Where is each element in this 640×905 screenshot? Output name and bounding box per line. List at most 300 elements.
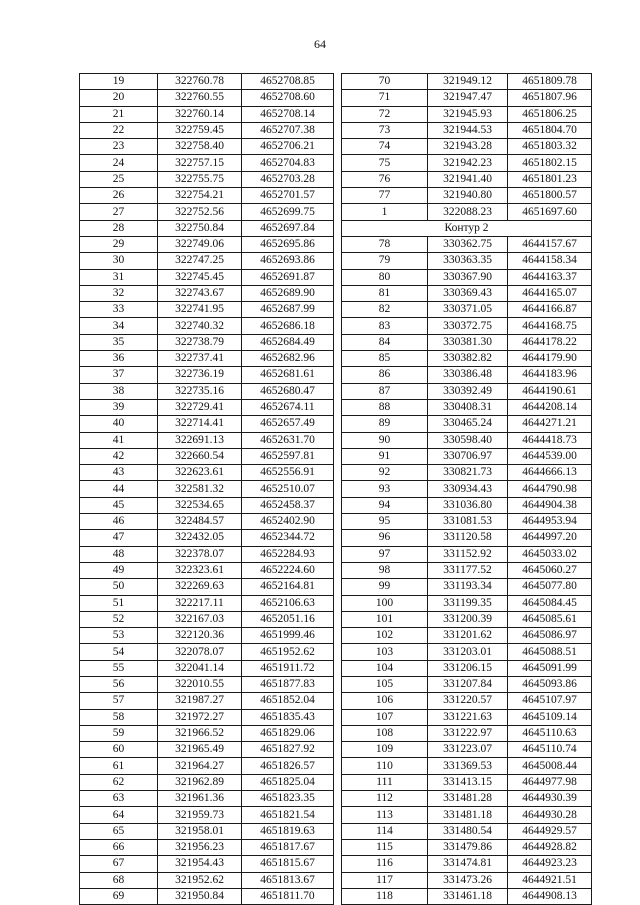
page-number: 64 — [314, 37, 326, 51]
x-coordinate-cell: 322534.65 — [158, 497, 242, 513]
y-coordinate-cell: 4651952.62 — [242, 644, 334, 660]
table-row — [342, 106, 592, 122]
y-coordinate-cell: 4652051.16 — [242, 611, 334, 627]
y-coordinate-cell: 4644790.98 — [508, 481, 592, 497]
x-coordinate-cell: 322041.14 — [158, 660, 242, 676]
y-coordinate-cell: 4652680.47 — [242, 383, 334, 399]
x-coordinate-cell: 321959.73 — [158, 807, 242, 823]
x-coordinate-cell: 321947.47 — [428, 90, 508, 106]
y-coordinate-cell: 4644997.20 — [508, 530, 592, 546]
y-coordinate-cell: 4645084.45 — [508, 595, 592, 611]
point-number-cell: 29 — [80, 236, 158, 252]
y-coordinate-cell: 4645110.74 — [508, 742, 592, 758]
point-number-cell: 107 — [342, 709, 428, 725]
x-coordinate-cell: 322754.21 — [158, 188, 242, 204]
x-coordinate-cell: 321943.28 — [428, 139, 508, 155]
point-number-cell: 57 — [80, 693, 158, 709]
x-coordinate-cell: 331223.07 — [428, 742, 508, 758]
y-coordinate-cell: 4651804.70 — [508, 122, 592, 138]
table-row — [80, 807, 334, 823]
x-coordinate-cell: 330372.75 — [428, 318, 508, 334]
table-row — [342, 122, 592, 138]
y-coordinate-cell: 4644271.21 — [508, 416, 592, 432]
y-coordinate-cell: 4644183.96 — [508, 367, 592, 383]
table-row — [80, 856, 334, 872]
point-number-cell: 112 — [342, 791, 428, 807]
table-row — [342, 236, 592, 252]
table-row — [342, 676, 592, 692]
x-coordinate-cell: 322378.07 — [158, 546, 242, 562]
table-row — [342, 416, 592, 432]
x-coordinate-cell: 322432.05 — [158, 530, 242, 546]
x-coordinate-cell: 321956.23 — [158, 839, 242, 855]
x-coordinate-cell: 322737.41 — [158, 351, 242, 367]
table-row — [342, 562, 592, 578]
point-number-cell: 32 — [80, 285, 158, 301]
y-coordinate-cell: 4652510.07 — [242, 481, 334, 497]
point-number-cell: 53 — [80, 628, 158, 644]
y-coordinate-cell: 4651826.57 — [242, 758, 334, 774]
x-coordinate-cell: 330706.97 — [428, 448, 508, 464]
table-row — [80, 644, 334, 660]
x-coordinate-cell: 331221.63 — [428, 709, 508, 725]
y-coordinate-cell: 4644157.67 — [508, 236, 592, 252]
point-number-cell: 98 — [342, 562, 428, 578]
x-coordinate-cell: 330369.43 — [428, 285, 508, 301]
table-row — [342, 839, 592, 855]
table-row — [80, 334, 334, 350]
x-coordinate-cell: 322757.15 — [158, 155, 242, 171]
point-number-cell: 71 — [342, 90, 428, 106]
x-coordinate-cell: 321961.36 — [158, 791, 242, 807]
y-coordinate-cell: 4651827.92 — [242, 742, 334, 758]
point-number-cell: 41 — [80, 432, 158, 448]
x-coordinate-cell: 321945.93 — [428, 106, 508, 122]
point-number-cell: 55 — [80, 660, 158, 676]
x-coordinate-cell: 322760.14 — [158, 106, 242, 122]
x-coordinate-cell: 322736.19 — [158, 367, 242, 383]
table-row — [80, 628, 334, 644]
x-coordinate-cell: 322760.55 — [158, 90, 242, 106]
point-number-cell: 24 — [80, 155, 158, 171]
x-coordinate-cell: 322581.32 — [158, 481, 242, 497]
table-row — [342, 188, 592, 204]
x-coordinate-cell: 322740.32 — [158, 318, 242, 334]
point-number-cell: 94 — [342, 497, 428, 513]
x-coordinate-cell: 331200.39 — [428, 611, 508, 627]
point-number-cell: 42 — [80, 448, 158, 464]
table-row — [342, 725, 592, 741]
point-number-cell: 115 — [342, 839, 428, 855]
y-coordinate-cell: 4651911.72 — [242, 660, 334, 676]
y-coordinate-cell: 4644930.28 — [508, 807, 592, 823]
table-row — [342, 644, 592, 660]
x-coordinate-cell: 330381.30 — [428, 334, 508, 350]
y-coordinate-cell: 4652106.63 — [242, 595, 334, 611]
table-row — [80, 839, 334, 855]
y-coordinate-cell: 4651823.35 — [242, 791, 334, 807]
point-number-cell: 46 — [80, 514, 158, 530]
point-number-cell: 95 — [342, 514, 428, 530]
x-coordinate-cell: 330821.73 — [428, 465, 508, 481]
point-number-cell: 37 — [80, 367, 158, 383]
x-coordinate-cell: 321952.62 — [158, 872, 242, 888]
y-coordinate-cell: 4652686.18 — [242, 318, 334, 334]
x-coordinate-cell: 330363.35 — [428, 253, 508, 269]
y-coordinate-cell: 4651803.32 — [508, 139, 592, 155]
x-coordinate-cell: 321950.84 — [158, 888, 242, 904]
x-coordinate-cell: 322741.95 — [158, 302, 242, 318]
x-coordinate-cell: 321964.27 — [158, 758, 242, 774]
table-row — [80, 74, 334, 90]
x-coordinate-cell: 322749.06 — [158, 236, 242, 252]
x-coordinate-cell: 331206.15 — [428, 660, 508, 676]
table-row — [342, 285, 592, 301]
point-number-cell: 59 — [80, 725, 158, 741]
x-coordinate-cell: 321944.53 — [428, 122, 508, 138]
x-coordinate-cell: 331199.35 — [428, 595, 508, 611]
x-coordinate-cell: 331177.52 — [428, 562, 508, 578]
point-number-cell: 52 — [80, 611, 158, 627]
x-coordinate-cell: 322120.36 — [158, 628, 242, 644]
point-number-cell: 48 — [80, 546, 158, 562]
x-coordinate-cell: 322269.63 — [158, 579, 242, 595]
point-number-cell: 43 — [80, 465, 158, 481]
table-row — [342, 579, 592, 595]
x-coordinate-cell: 321972.27 — [158, 709, 242, 725]
table-row — [80, 872, 334, 888]
table-row — [342, 383, 592, 399]
x-coordinate-cell: 322743.67 — [158, 285, 242, 301]
y-coordinate-cell: 4651999.46 — [242, 628, 334, 644]
y-coordinate-cell: 4652697.84 — [242, 220, 334, 236]
y-coordinate-cell: 4652703.28 — [242, 171, 334, 187]
x-coordinate-cell: 330382.82 — [428, 351, 508, 367]
table-row — [342, 546, 592, 562]
x-coordinate-cell: 331036.80 — [428, 497, 508, 513]
y-coordinate-cell: 4644158.34 — [508, 253, 592, 269]
point-number-cell: 109 — [342, 742, 428, 758]
table-row — [80, 90, 334, 106]
table-row — [342, 90, 592, 106]
y-coordinate-cell: 4652691.87 — [242, 269, 334, 285]
point-number-cell: 84 — [342, 334, 428, 350]
point-number-cell: 28 — [80, 220, 158, 236]
table-row — [342, 269, 592, 285]
y-coordinate-cell: 4645109.14 — [508, 709, 592, 725]
point-number-cell: 31 — [80, 269, 158, 285]
point-number-cell: 82 — [342, 302, 428, 318]
table-row — [80, 399, 334, 415]
y-coordinate-cell: 4652164.81 — [242, 579, 334, 595]
y-coordinate-cell: 4652708.60 — [242, 90, 334, 106]
point-number-cell: 26 — [80, 188, 158, 204]
y-coordinate-cell: 4644977.98 — [508, 774, 592, 790]
point-number-cell: 60 — [80, 742, 158, 758]
table-row — [80, 253, 334, 269]
table-row — [80, 220, 334, 236]
point-number-cell: 110 — [342, 758, 428, 774]
x-coordinate-cell: 321987.27 — [158, 693, 242, 709]
y-coordinate-cell: 4652402.90 — [242, 514, 334, 530]
x-coordinate-cell: 330386.48 — [428, 367, 508, 383]
table-row — [80, 139, 334, 155]
table-row — [342, 791, 592, 807]
x-coordinate-cell: 322752.56 — [158, 204, 242, 220]
point-number-cell: 97 — [342, 546, 428, 562]
x-coordinate-cell: 322735.16 — [158, 383, 242, 399]
table-row — [342, 318, 592, 334]
point-number-cell: 90 — [342, 432, 428, 448]
x-coordinate-cell: 322759.45 — [158, 122, 242, 138]
y-coordinate-cell: 4652699.75 — [242, 204, 334, 220]
table-row — [342, 709, 592, 725]
y-coordinate-cell: 4645110.63 — [508, 725, 592, 741]
y-coordinate-cell: 4645091.99 — [508, 660, 592, 676]
y-coordinate-cell: 4644178.22 — [508, 334, 592, 350]
x-coordinate-cell: 322714.41 — [158, 416, 242, 432]
table-row — [80, 432, 334, 448]
y-coordinate-cell: 4645107.97 — [508, 693, 592, 709]
point-number-cell: 104 — [342, 660, 428, 676]
table-row — [80, 367, 334, 383]
point-number-cell: 50 — [80, 579, 158, 595]
x-coordinate-cell: 331193.34 — [428, 579, 508, 595]
y-coordinate-cell: 4652695.86 — [242, 236, 334, 252]
x-coordinate-cell: 322217.11 — [158, 595, 242, 611]
x-coordinate-cell: 322078.07 — [158, 644, 242, 660]
table-row — [80, 481, 334, 497]
table-row — [342, 432, 592, 448]
table-row — [342, 514, 592, 530]
point-number-cell: 105 — [342, 676, 428, 692]
x-coordinate-cell: 331461.18 — [428, 888, 508, 904]
point-number-cell: 111 — [342, 774, 428, 790]
y-coordinate-cell: 4645033.02 — [508, 546, 592, 562]
point-number-cell: 67 — [80, 856, 158, 872]
point-number-cell: 34 — [80, 318, 158, 334]
y-coordinate-cell: 4652708.14 — [242, 106, 334, 122]
table-row — [80, 660, 334, 676]
table-row — [342, 872, 592, 888]
x-coordinate-cell: 331081.53 — [428, 514, 508, 530]
y-coordinate-cell: 4645088.51 — [508, 644, 592, 660]
y-coordinate-cell: 4651815.67 — [242, 856, 334, 872]
table-row — [342, 448, 592, 464]
table-row — [342, 660, 592, 676]
point-number-cell: 49 — [80, 562, 158, 578]
point-number-cell: 56 — [80, 676, 158, 692]
y-coordinate-cell: 4651817.67 — [242, 839, 334, 855]
table-row — [342, 481, 592, 497]
table-row — [80, 676, 334, 692]
x-coordinate-cell: 330598.40 — [428, 432, 508, 448]
y-coordinate-cell: 4644190.61 — [508, 383, 592, 399]
x-coordinate-cell: 331481.28 — [428, 791, 508, 807]
x-coordinate-cell: 322167.03 — [158, 611, 242, 627]
point-number-cell: 44 — [80, 481, 158, 497]
x-coordinate-cell: 331481.18 — [428, 807, 508, 823]
table-row — [342, 774, 592, 790]
y-coordinate-cell: 4644168.75 — [508, 318, 592, 334]
table-row — [80, 302, 334, 318]
point-number-cell: 88 — [342, 399, 428, 415]
y-coordinate-cell: 4644908.13 — [508, 888, 592, 904]
coordinates-table-right — [341, 73, 592, 905]
y-coordinate-cell: 4652284.93 — [242, 546, 334, 562]
point-number-cell: 80 — [342, 269, 428, 285]
table-row — [80, 709, 334, 725]
point-number-cell: 83 — [342, 318, 428, 334]
y-coordinate-cell: 4652674.11 — [242, 399, 334, 415]
point-number-cell: 96 — [342, 530, 428, 546]
point-number-cell: 64 — [80, 807, 158, 823]
section-row — [342, 220, 592, 236]
y-coordinate-cell: 4652556.91 — [242, 465, 334, 481]
y-coordinate-cell: 4652708.85 — [242, 74, 334, 90]
x-coordinate-cell: 331207.84 — [428, 676, 508, 692]
y-coordinate-cell: 4652704.83 — [242, 155, 334, 171]
point-number-cell: 45 — [80, 497, 158, 513]
x-coordinate-cell: 321962.89 — [158, 774, 242, 790]
table-row — [80, 693, 334, 709]
x-coordinate-cell: 321954.43 — [158, 856, 242, 872]
y-coordinate-cell: 4651809.78 — [508, 74, 592, 90]
x-coordinate-cell: 331222.97 — [428, 725, 508, 741]
table-row — [342, 856, 592, 872]
point-number-cell: 117 — [342, 872, 428, 888]
point-number-cell: 47 — [80, 530, 158, 546]
x-coordinate-cell: 322758.40 — [158, 139, 242, 155]
point-number-cell: 78 — [342, 236, 428, 252]
y-coordinate-cell: 4651835.43 — [242, 709, 334, 725]
y-coordinate-cell: 4652684.49 — [242, 334, 334, 350]
y-coordinate-cell: 4644539.00 — [508, 448, 592, 464]
point-number-cell: 100 — [342, 595, 428, 611]
table-row — [80, 742, 334, 758]
point-number-cell: 113 — [342, 807, 428, 823]
y-coordinate-cell: 4651821.54 — [242, 807, 334, 823]
y-coordinate-cell: 4651807.96 — [508, 90, 592, 106]
table-row — [342, 693, 592, 709]
y-coordinate-cell: 4651806.25 — [508, 106, 592, 122]
y-coordinate-cell: 4652682.96 — [242, 351, 334, 367]
table-row — [80, 351, 334, 367]
point-number-cell: 116 — [342, 856, 428, 872]
table-row — [342, 497, 592, 513]
x-coordinate-cell: 331474.81 — [428, 856, 508, 872]
point-number-cell: 58 — [80, 709, 158, 725]
point-number-cell: 39 — [80, 399, 158, 415]
y-coordinate-cell: 4644166.87 — [508, 302, 592, 318]
point-number-cell: 38 — [80, 383, 158, 399]
table-row — [80, 888, 334, 904]
y-coordinate-cell: 4652707.38 — [242, 122, 334, 138]
point-number-cell: 91 — [342, 448, 428, 464]
table-row — [80, 611, 334, 627]
y-coordinate-cell: 4645093.86 — [508, 676, 592, 692]
table-row — [80, 562, 334, 578]
y-coordinate-cell: 4651802.15 — [508, 155, 592, 171]
x-coordinate-cell: 330392.49 — [428, 383, 508, 399]
y-coordinate-cell: 4651801.23 — [508, 171, 592, 187]
y-coordinate-cell: 4644418.73 — [508, 432, 592, 448]
point-number-cell: 108 — [342, 725, 428, 741]
point-number-cell: 21 — [80, 106, 158, 122]
point-number-cell: 30 — [80, 253, 158, 269]
x-coordinate-cell: 331201.62 — [428, 628, 508, 644]
point-number-cell: 72 — [342, 106, 428, 122]
y-coordinate-cell: 4645085.61 — [508, 611, 592, 627]
y-coordinate-cell: 4652701.57 — [242, 188, 334, 204]
y-coordinate-cell: 4651852.04 — [242, 693, 334, 709]
y-coordinate-cell: 4652224.60 — [242, 562, 334, 578]
table-row — [342, 888, 592, 904]
x-coordinate-cell: 322755.75 — [158, 171, 242, 187]
x-coordinate-cell: 321958.01 — [158, 823, 242, 839]
x-coordinate-cell: 322484.57 — [158, 514, 242, 530]
x-coordinate-cell: 331220.57 — [428, 693, 508, 709]
table-row — [80, 236, 334, 252]
x-coordinate-cell: 330465.24 — [428, 416, 508, 432]
table-row — [80, 416, 334, 432]
y-coordinate-cell: 4644179.90 — [508, 351, 592, 367]
x-coordinate-cell: 331479.86 — [428, 839, 508, 855]
point-number-cell: 54 — [80, 644, 158, 660]
table-row — [80, 595, 334, 611]
table-row — [342, 139, 592, 155]
point-number-cell: 70 — [342, 74, 428, 90]
table-row — [342, 628, 592, 644]
point-number-cell: 40 — [80, 416, 158, 432]
table-row — [80, 448, 334, 464]
x-coordinate-cell: 321940.80 — [428, 188, 508, 204]
point-number-cell: 76 — [342, 171, 428, 187]
table-row — [342, 595, 592, 611]
y-coordinate-cell: 4644928.82 — [508, 839, 592, 855]
x-coordinate-cell: 322660.54 — [158, 448, 242, 464]
point-number-cell: 92 — [342, 465, 428, 481]
y-coordinate-cell: 4644666.13 — [508, 465, 592, 481]
point-number-cell: 66 — [80, 839, 158, 855]
y-coordinate-cell: 4644208.14 — [508, 399, 592, 415]
point-number-cell: 118 — [342, 888, 428, 904]
table-row — [80, 383, 334, 399]
point-number-cell: 103 — [342, 644, 428, 660]
table-row — [80, 497, 334, 513]
x-coordinate-cell: 330371.05 — [428, 302, 508, 318]
table-row — [342, 302, 592, 318]
table-row — [80, 106, 334, 122]
table-row — [80, 155, 334, 171]
y-coordinate-cell: 4644923.23 — [508, 856, 592, 872]
point-number-cell: 101 — [342, 611, 428, 627]
table-row — [342, 334, 592, 350]
y-coordinate-cell: 4652706.21 — [242, 139, 334, 155]
x-coordinate-cell: 322088.23 — [428, 204, 508, 220]
y-coordinate-cell: 4651829.06 — [242, 725, 334, 741]
table-row — [80, 318, 334, 334]
point-number-cell: 69 — [80, 888, 158, 904]
y-coordinate-cell: 4652681.61 — [242, 367, 334, 383]
point-number-cell: 27 — [80, 204, 158, 220]
table-row — [342, 74, 592, 90]
x-coordinate-cell: 321941.40 — [428, 171, 508, 187]
table-row — [342, 155, 592, 171]
y-coordinate-cell: 4644953.94 — [508, 514, 592, 530]
y-coordinate-cell: 4652689.90 — [242, 285, 334, 301]
point-number-cell: 79 — [342, 253, 428, 269]
